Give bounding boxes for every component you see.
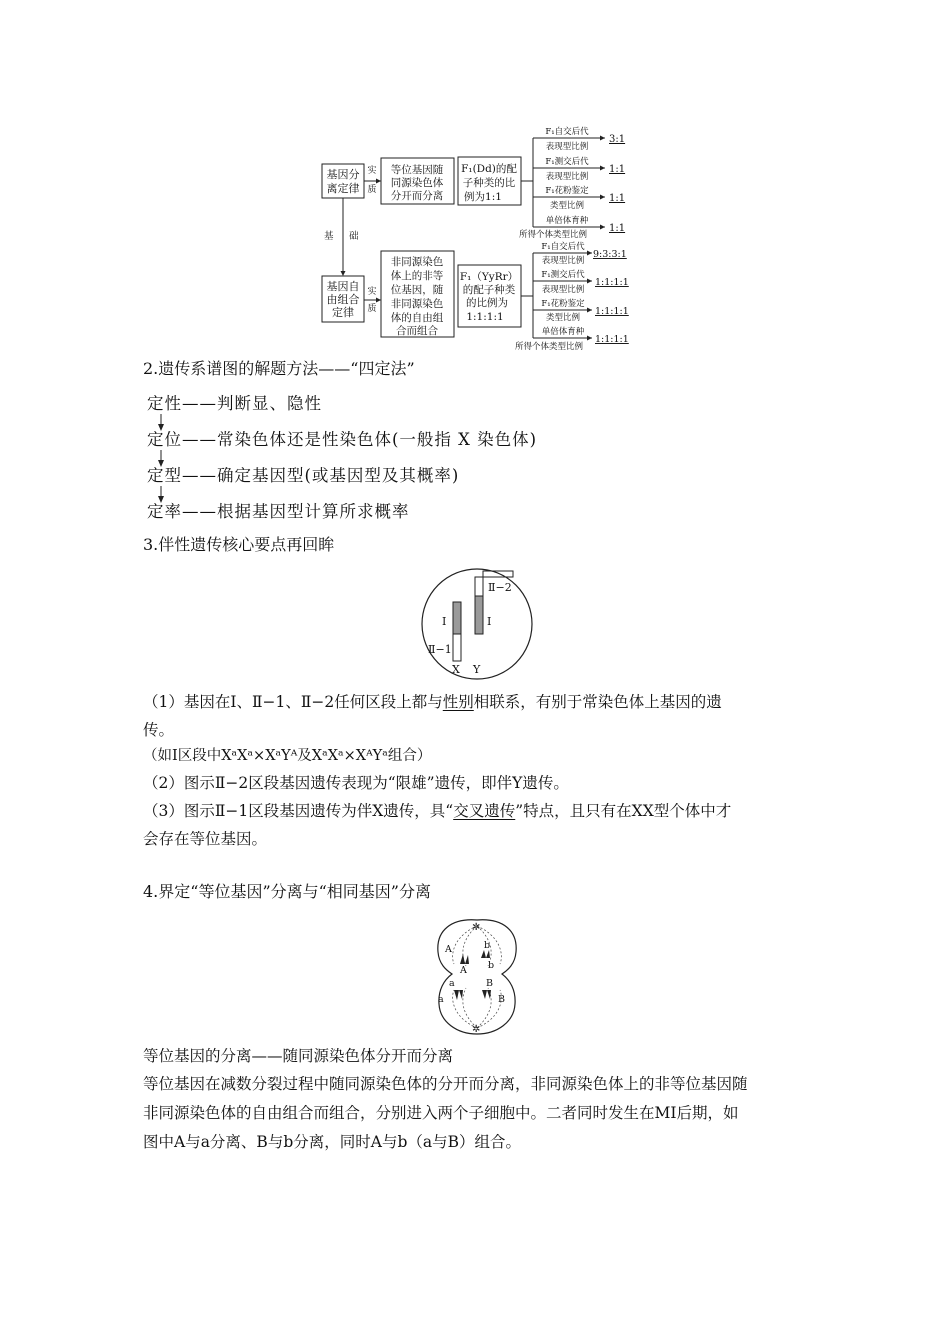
free-gamete-line2: 的配子种类 [462,284,516,296]
sep-law-label-line2: 离定律 [326,182,360,195]
four-step-3: 定型——确定基因型(或基因型及其概率) [147,466,460,485]
s3-point1-cont: 传。 [143,721,175,739]
s3-point3-b: ”特点，且只有在XX型个体中才 [515,802,732,820]
free-branch-2-bottom: 表现型比例 [541,285,585,295]
gene-b-bottom: b [488,960,495,971]
free-essence-line3: 位基因，随 [390,284,444,296]
sep-ratio-4: 1:1 [609,223,626,234]
sep-essence-line1: 等位基因随 [390,164,444,176]
section3-heading: 3.伴性遗传核心要点再回眸 [143,535,335,554]
sep-branch-4-top: 单倍体育种 [545,216,589,226]
label-X: X [452,663,460,676]
sep-law-label-line1: 基因分 [326,168,360,181]
shizhi-label-top-2: 质 [367,185,377,195]
sep-gamete-line2: 子种类的比 [462,177,516,189]
label-I-left: Ⅰ [442,615,447,628]
free-gamete-line1: F₁（YyRr） [459,271,519,283]
free-branch-3-bottom: 类型比例 [545,313,581,323]
free-gamete-line3: 的比例为 [466,297,508,309]
free-essence-line1: 非同源染色 [390,256,444,268]
shizhi2-a: 实 [367,287,377,297]
basis-label-2: 础 [349,231,359,242]
sep-branch-1-top: F₁自交后代 [545,127,589,137]
s3-point3-a: （3）图示Ⅱ−1区段基因遗传为伴X遗传，具“ [143,802,454,820]
s3-point1 [143,692,722,712]
genetics-law-flowchart [315,120,645,355]
gene-a-top: a [449,978,455,989]
s3-point3-cont: 会存在等位基因。 [143,830,268,848]
shizhi2-b: 质 [367,304,377,314]
section2-heading: 2.遗传系谱图的解题方法——“四定法” [143,359,415,378]
sep-branch-3-bottom: 类型比例 [549,201,585,211]
free-branch-3-top: F₁花粉鉴定 [541,299,585,309]
chromosome-A-icon [460,954,469,964]
free-gamete-line4: 1:1:1:1 [466,311,504,323]
free-essence-line4: 非同源染色 [390,298,444,310]
shizhi-label-top: 实 [367,166,377,176]
label-Y: Y [473,663,481,676]
s3-point2: （2）图示Ⅱ−2区段基因遗传表现为“限雄”遗传，即伴Y遗传。 [143,774,569,792]
centrosome-top-icon: ✲ [472,922,481,933]
x-nonhomologous-region [453,634,461,661]
sep-branch-2-bottom: 表现型比例 [545,172,589,182]
s4-para-line3: 图中A与a分离、B与b分离，同时A与b（a与B）组合。 [143,1133,521,1151]
four-step-1: 定性——判断显、隐性 [147,394,322,413]
free-branch-2-top: F₁测交后代 [541,270,585,280]
s3-point1-b: 相联系，有别于常染色体上基因的遗 [473,693,722,711]
free-ratio-2: 1:1:1:1 [595,277,629,288]
gene-b-top: b [484,940,491,951]
sep-branch-1-bottom: 表现型比例 [545,142,589,152]
free-branch-4-top: 单倍体育种 [541,327,585,337]
gene-B-top: B [486,978,493,989]
sep-essence-line2: 同源染色体 [390,177,444,189]
y-nonhomologous-region [475,577,483,596]
y-homologous-region [475,596,483,634]
free-branch-4-bottom: 所得个体类型比例 [514,342,584,352]
sep-essence-line3: 分开而分离 [390,190,444,202]
chromosome-b-icon [481,950,490,958]
basis-label-1: 基 [324,231,334,242]
free-ratio-4: 1:1:1:1 [595,334,629,345]
gene-A-bottom: A [460,965,467,976]
free-ratio-3: 1:1:1:1 [595,306,629,317]
s4-subtitle: 等位基因的分离——随同源染色体分开而分离 [143,1047,454,1065]
sex-chromosome-diagram [415,567,540,682]
free-law-line3: 定律 [332,306,354,319]
s4-para-line1: 等位基因在减数分裂过程中随同源染色体的分开而分离，非同源染色体上的非等位基因随 [143,1075,748,1093]
label-II-1: Ⅱ−1 [428,643,452,656]
free-law-line2: 由组合 [326,293,360,306]
gene-B-bottom: B [498,994,505,1005]
sep-gamete-line1: F₁(Dd)的配 [461,163,517,175]
chromosome-a-icon [454,990,463,1000]
section4-heading: 4.界定“等位基因”分离与“相同基因”分离 [143,882,431,901]
free-essence-line6: 合而组合 [396,325,438,337]
sep-branch-2-top: F₁测交后代 [545,157,589,167]
label-I-right: Ⅰ [487,615,492,628]
centrosome-bottom-icon: ✲ [472,1024,481,1035]
free-essence-line5: 体的自由组 [390,312,444,324]
s4-para-line2: 非同源染色体的自由组合而组合，分别进入两个子细胞中。二者同时发生在MⅠ后期，如 [143,1104,739,1122]
s3-point1-a: （1）基因在Ⅰ、Ⅱ−1、Ⅱ−2任何区段上都与 [143,693,443,711]
sep-ratio-1: 3:1 [609,134,626,145]
free-branch-1-bottom: 表现型比例 [541,256,585,266]
chromosome-B-icon [482,990,491,999]
s3-point3 [143,801,731,821]
sep-ratio-2: 1:1 [609,164,626,175]
gene-a-bottom: a [438,994,444,1005]
sep-ratio-3: 1:1 [609,193,626,204]
free-ratio-1: 9:3:3:1 [593,249,627,260]
free-essence-line2: 体上的非等 [390,270,444,282]
gene-A-top: A [445,944,452,955]
free-branch-1-top: F₁自交后代 [541,242,585,252]
s3-point3-underline: 交叉遗传 [453,802,516,820]
four-step-2: 定位——常染色体还是性染色体(一般指 X 染色体) [147,430,538,449]
free-law-line1: 基因自 [326,280,360,293]
x-homologous-region [453,602,461,634]
sep-branch-4-bottom: 所得个体类型比例 [518,230,588,240]
meiosis-cell-diagram [432,914,522,1039]
s3-point1-underline: 性别 [442,693,474,711]
s3-point1-example: （如Ⅰ区段中XᵃXᵃ×XᵃYᴬ及XᵃXᵃ×XᴬYᵃ组合） [143,748,432,764]
four-step-4: 定率——根据基因型计算所求概率 [147,502,410,521]
sep-gamete-line3: 例为1:1 [464,191,502,203]
label-II-2: Ⅱ−2 [488,581,512,594]
sep-branch-3-top: F₁花粉鉴定 [545,186,589,196]
